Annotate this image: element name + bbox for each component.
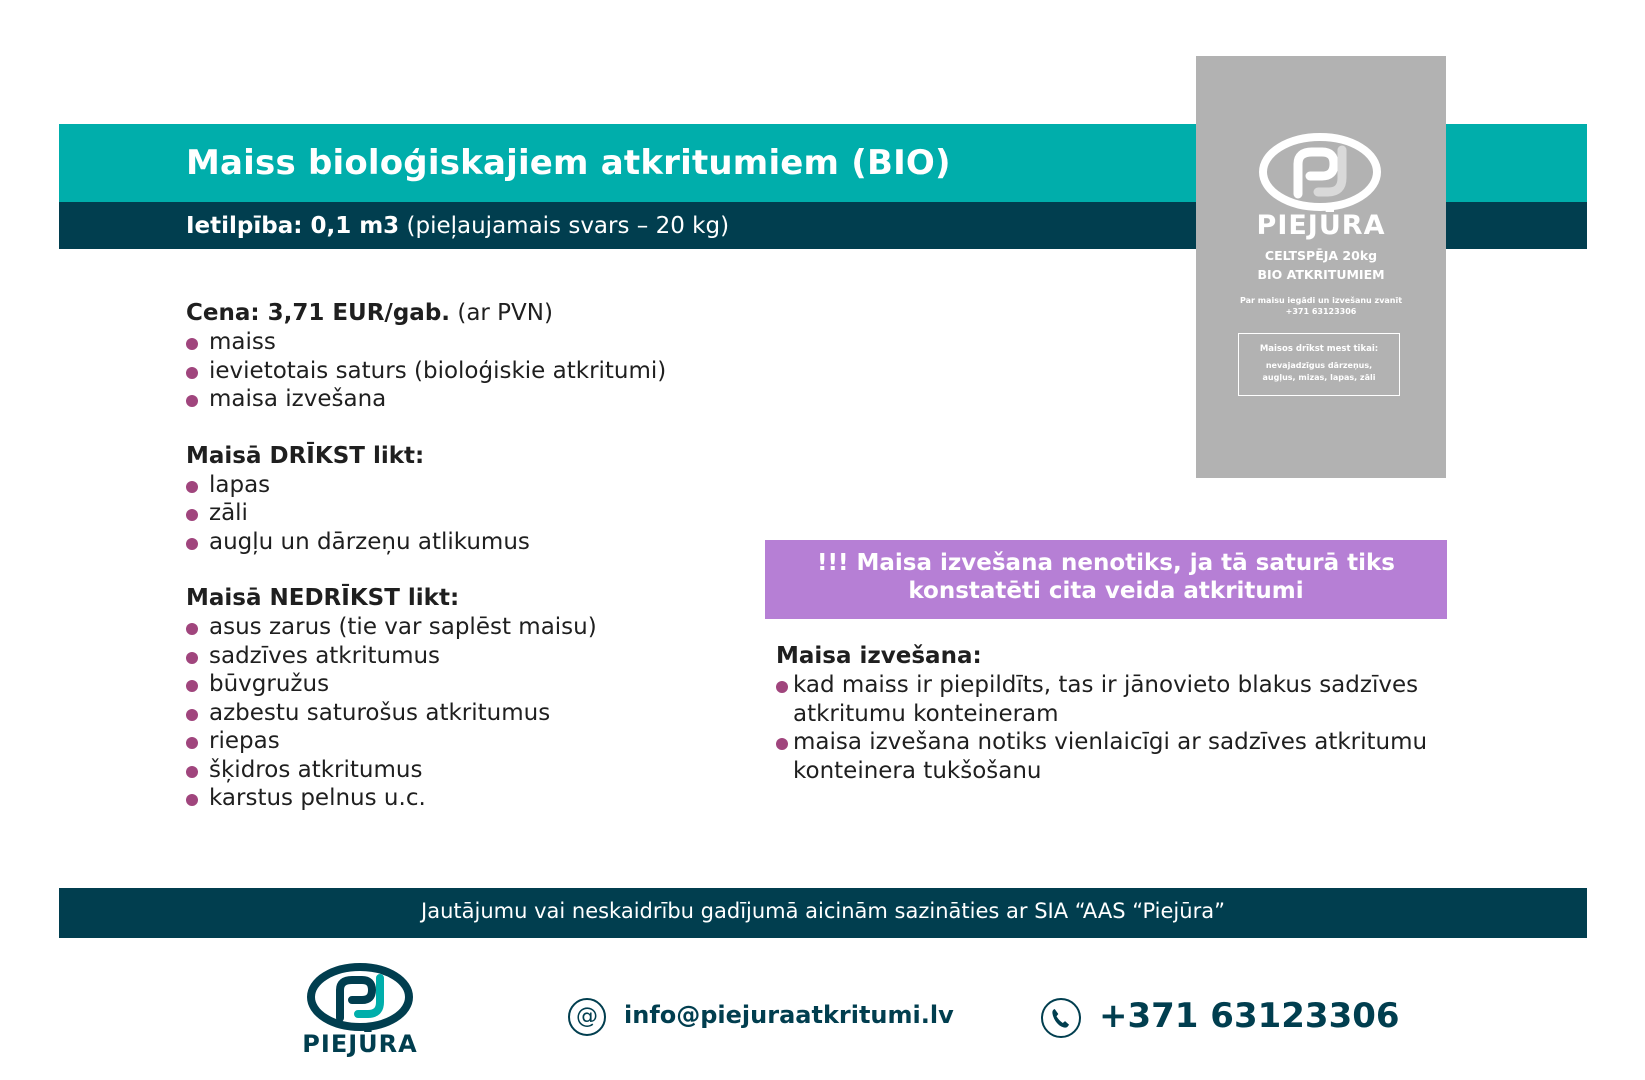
page-title: Maiss bioloģiskajiem atkritumiem (BIO) (186, 143, 951, 183)
list-item-text: maiss (209, 329, 276, 355)
list-item (186, 357, 746, 386)
bullet-icon (186, 395, 198, 407)
list-item (186, 499, 746, 528)
bag-order-note: Par maisu iegādi un izvešanu zvanīt (1239, 296, 1403, 305)
phone-icon (1041, 998, 1081, 1038)
list-item-text: ievietotais saturs (bioloģiskie atkritumi) (209, 357, 667, 384)
list-item (186, 471, 746, 500)
bullet-icon (186, 680, 198, 692)
list-item (186, 784, 746, 813)
bullet-icon (186, 709, 198, 721)
bag-capacity: CELTSPĒJA 20kg (1264, 248, 1378, 263)
capacity-label: Ietilpība: 0,1 m3 (186, 213, 400, 239)
pickup-heading: Maisa izvešana: (776, 643, 982, 669)
bullet-icon (186, 367, 198, 379)
pickup-info (776, 641, 1456, 785)
list-item-text: šķidros atkritumus (209, 756, 423, 783)
list-item-text: lapas (209, 471, 271, 498)
footer-brand: PIEJŪRA (302, 1030, 418, 1058)
list-item-text: būvgružus (209, 671, 330, 697)
list-item (186, 670, 746, 699)
list-item (776, 671, 1456, 728)
bullet-icon (186, 338, 198, 350)
list-item (186, 727, 746, 756)
bullet-icon (776, 681, 788, 693)
email-link[interactable]: info@piejuraatkritumi.lv (624, 1001, 954, 1029)
warning-text: konstatēti cita veida atkritumi (908, 578, 1304, 604)
list-item (186, 528, 746, 557)
bullet-icon (186, 509, 198, 521)
footer-text: Jautājumu vai neskaidrību gadījumā aicinām sazināties ar SIA “AAS “Piejūra” (421, 899, 1225, 923)
list-item-text: asus zarus (tie var saplēst maisu) (209, 614, 597, 640)
price-label: Cena: 3,71 EUR/gab. (186, 300, 451, 326)
info-column (186, 298, 746, 813)
list-item-text: zāli (209, 500, 248, 526)
list-item (186, 756, 746, 785)
list-item-text: kad maiss ir piepildīts, tas ir jānovieto blakus sadzīves atkritumu konteineram (793, 672, 1419, 727)
price-heading (186, 298, 746, 328)
capacity-text (186, 213, 729, 239)
price-note: (ar PVN) (450, 300, 553, 326)
piejura-logo-icon (306, 962, 414, 1032)
list-item-text: augļu un dārzeņu atlikumus (209, 528, 530, 555)
bag-rules-title: Maisos drīkst mest tikai: (1259, 344, 1379, 354)
bullet-icon (186, 623, 198, 635)
list-item (186, 328, 746, 357)
list-item (186, 385, 746, 414)
list-item-text: sadzīves atkritumus (209, 642, 441, 669)
capacity-note: (pieļaujamais svars – 20 kg) (399, 213, 730, 239)
bag-rules-line: augļus, mizas, lapas, zāli (1262, 373, 1376, 382)
bullet-icon (186, 652, 198, 664)
bag-rules-line: nevajadzīgus dārzeņus, (1265, 361, 1373, 370)
bullet-icon (186, 794, 198, 806)
email-icon: @ (568, 998, 606, 1036)
list-item-text: karstus pelnus u.c. (209, 785, 426, 811)
list-item-text: maisa izvešana (209, 386, 387, 412)
bullet-icon (776, 738, 788, 750)
list-item (186, 699, 746, 728)
list-item-text: azbestu saturošus atkritumus (209, 699, 551, 726)
list-item (186, 613, 746, 642)
bag-brand: PIEJŪRA (1256, 210, 1386, 241)
bullet-icon (186, 538, 198, 550)
forbidden-heading: Maisā NEDRĪKST likt: (186, 585, 460, 611)
list-item-text: maisa izvešana notiks vienlaicīgi ar sadzīves atkritumu konteinera tukšošanu (793, 729, 1428, 784)
warning-text: !!! Maisa izvešana nenotiks, ja tā saturā tiks (817, 550, 1395, 576)
list-item (186, 642, 746, 671)
bag-order-phone: +371 63123306 (1285, 307, 1357, 316)
list-item (776, 728, 1456, 785)
bullet-icon (186, 481, 198, 493)
phone-link[interactable]: +371 63123306 (1099, 996, 1400, 1036)
bullet-icon (186, 737, 198, 749)
list-item-text: riepas (209, 728, 280, 754)
bag-purpose: BIO ATKRITUMIEM (1257, 267, 1385, 282)
piejura-logo-icon (1258, 132, 1382, 212)
allowed-heading: Maisā DRĪKST likt: (186, 442, 425, 469)
bullet-icon (186, 766, 198, 778)
